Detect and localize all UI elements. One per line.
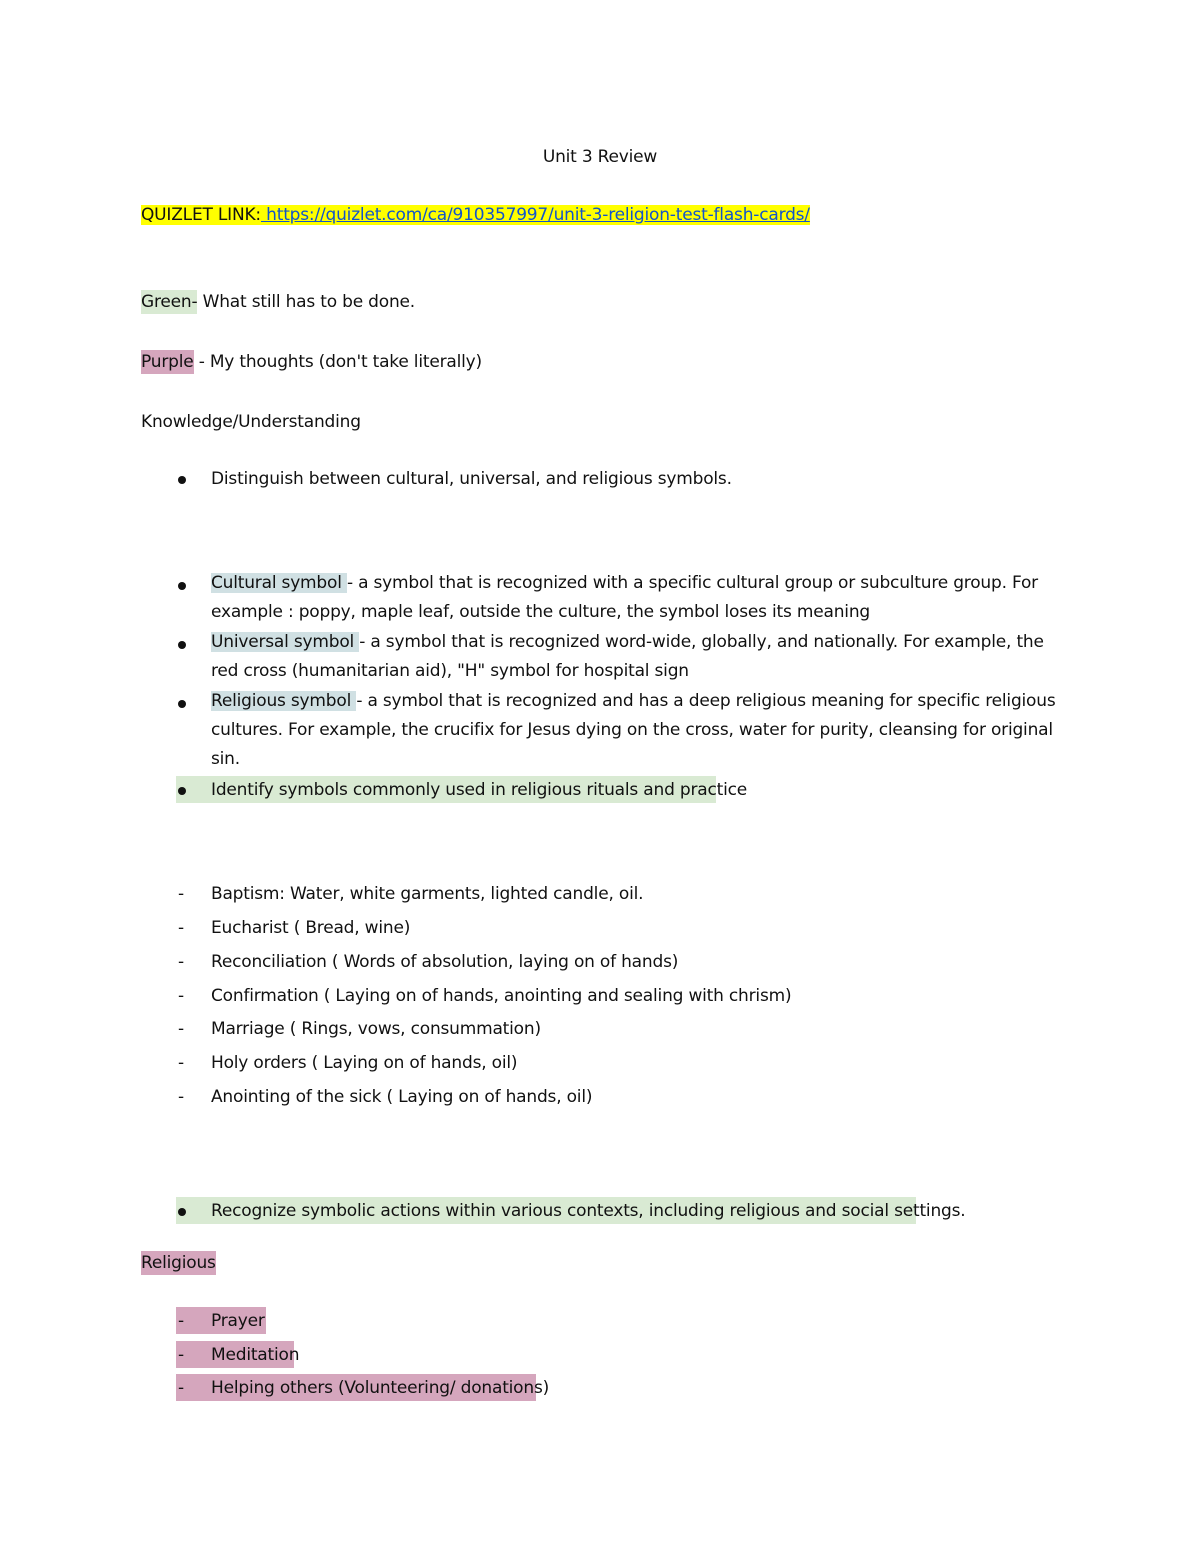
bullet-dot — [178, 582, 186, 590]
objective-recognize: Recognize symbolic actions within various contexts, including religious and social settings. — [211, 1201, 966, 1221]
page-title: Unit 3 Review — [542, 147, 658, 167]
dash-marker: - — [178, 952, 185, 972]
legend-purple — [141, 350, 482, 374]
universal-symbol-term: Universal symbol — [211, 632, 360, 652]
sacrament-anointing: Anointing of the sick ( Laying on of hands, oil) — [211, 1087, 593, 1107]
sacrament-baptism: Baptism: Water, white garments, lighted candle, oil. — [211, 884, 644, 904]
objective-distinguish: Distinguish between cultural, universal, and religious symbols. — [211, 469, 732, 489]
universal-symbol-item — [211, 628, 1071, 686]
dash-marker: - — [178, 1053, 185, 1073]
dash-marker: - — [178, 986, 185, 1006]
legend-green-word: Green- — [141, 292, 198, 312]
legend-purple-desc: - My thoughts (don't take literally) — [193, 352, 482, 372]
sacrament-reconciliation: Reconciliation ( Words of absolution, laying on of hands) — [211, 952, 679, 972]
dash-marker: - — [178, 884, 185, 904]
bullet-dot — [178, 700, 186, 708]
religious-symbol-term: Religious symbol — [211, 691, 357, 711]
cultural-symbol-term: Cultural symbol — [211, 573, 347, 593]
quizlet-link[interactable]: https://quizlet.com/ca/910357997/unit-3-religion-test-flash-cards/ — [260, 205, 810, 225]
cultural-symbol-def: - a symbol that is recognized with a specific cultural group or subculture group. For example : poppy, maple leaf, outside the culture, the symbol loses its meaning — [211, 573, 1038, 622]
sacrament-confirmation: Confirmation ( Laying on of hands, anointing and sealing with chrism) — [211, 986, 792, 1006]
dash-marker: - — [178, 1087, 185, 1107]
religious-item-prayer: Prayer — [211, 1311, 265, 1331]
religious-symbol-item — [211, 687, 1071, 774]
religious-heading: Religious — [141, 1253, 216, 1273]
dash-marker: - — [178, 1345, 185, 1365]
objective-identify: Identify symbols commonly used in religious rituals and practice — [211, 780, 747, 800]
dash-marker: - — [178, 918, 185, 938]
bullet-dot — [178, 1208, 186, 1216]
legend-green-desc: What still has to be done. — [197, 292, 415, 312]
legend-green — [141, 290, 415, 314]
section-heading: Knowledge/Understanding — [141, 412, 361, 432]
sacrament-holy-orders: Holy orders ( Laying on of hands, oil) — [211, 1053, 518, 1073]
quizlet-line — [141, 203, 810, 227]
dash-marker: - — [178, 1378, 185, 1398]
quizlet-label: QUIZLET LINK: — [141, 205, 261, 225]
religious-symbol-def: - a symbol that is recognized and has a deep religious meaning for specific religious cultures. For example, the crucifix for Jesus dying on the cross, water for purity, cleansing for original sin. — [211, 691, 1056, 769]
religious-item-meditation: Meditation — [211, 1345, 300, 1365]
cultural-symbol-item — [211, 569, 1071, 627]
sacrament-eucharist: Eucharist ( Bread, wine) — [211, 918, 411, 938]
universal-symbol-def: - a symbol that is recognized word-wide, globally, and nationally. For example, the red cross (humanitarian aid), "H" symbol for hospital sign — [211, 632, 1044, 681]
dash-marker: - — [178, 1311, 185, 1331]
religious-item-helping: Helping others (Volunteering/ donations) — [211, 1378, 550, 1398]
bullet-dot — [178, 476, 186, 484]
legend-purple-word: Purple — [141, 352, 194, 372]
bullet-dot — [178, 641, 186, 649]
sacrament-marriage: Marriage ( Rings, vows, consummation) — [211, 1019, 541, 1039]
dash-marker: - — [178, 1019, 185, 1039]
bullet-dot — [178, 787, 186, 795]
